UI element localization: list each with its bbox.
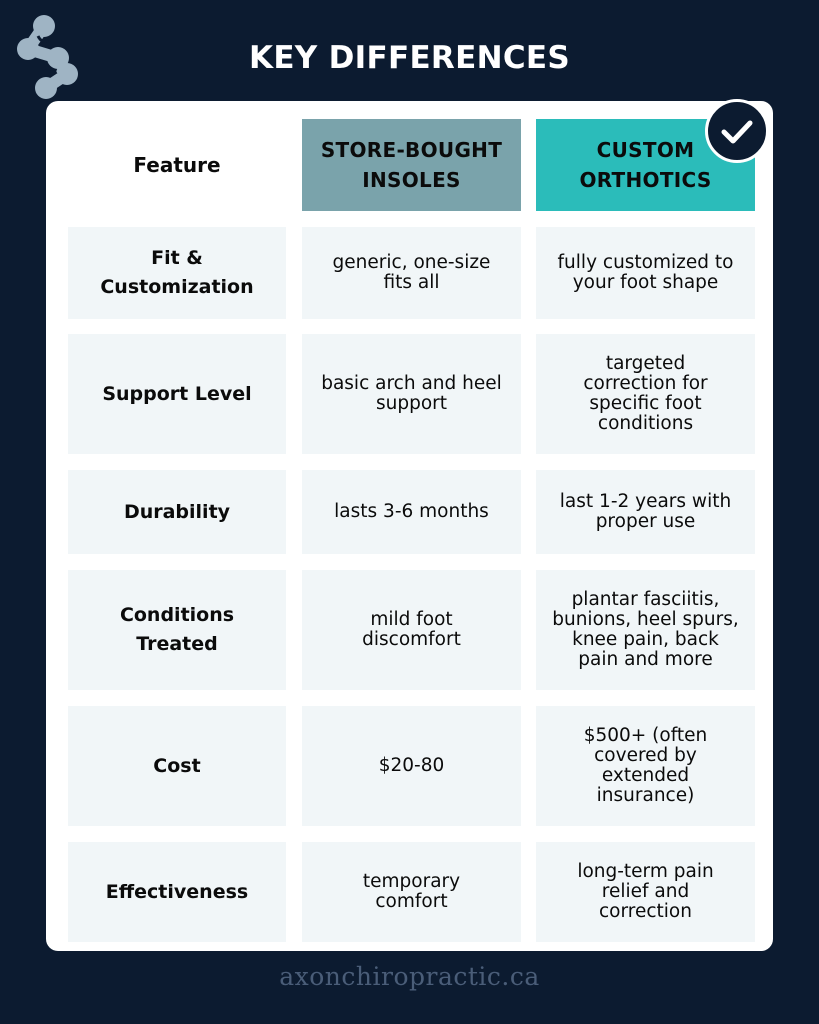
value-line: plantar fasciitis, bbox=[571, 589, 720, 610]
feature-conditions bbox=[68, 570, 286, 690]
value-line: mild foot bbox=[370, 609, 453, 630]
value-line: generic, one-size bbox=[332, 252, 491, 273]
value-line: knee pain, back bbox=[572, 629, 719, 650]
value-line: discomfort bbox=[362, 629, 461, 650]
value-line: long-term pain bbox=[577, 861, 714, 882]
value-line: $500+ (often bbox=[583, 725, 708, 746]
value-line: pain and more bbox=[578, 649, 713, 670]
value-line: last 1-2 years with bbox=[559, 491, 732, 512]
store-fit bbox=[302, 227, 521, 319]
custom-effectiveness bbox=[536, 842, 755, 942]
custom-support bbox=[536, 334, 755, 454]
feature-line: Customization bbox=[100, 276, 254, 298]
value-line: comfort bbox=[375, 891, 448, 912]
feature-line: Support Level bbox=[102, 382, 252, 405]
custom-durability bbox=[536, 470, 755, 554]
value-line: correction bbox=[599, 901, 692, 922]
comparison-table bbox=[46, 101, 773, 951]
value-line: fits all bbox=[383, 272, 440, 293]
value-line: fully customized to bbox=[557, 252, 734, 273]
value-line: covered by bbox=[594, 745, 697, 766]
feature-cost bbox=[68, 706, 286, 826]
custom-fit bbox=[536, 227, 755, 319]
value-line: relief and bbox=[601, 881, 690, 902]
header-store-line: INSOLES bbox=[362, 168, 461, 192]
store-support bbox=[302, 334, 521, 454]
value-line: proper use bbox=[595, 511, 696, 532]
page-title: KEY DIFFERENCES bbox=[249, 40, 570, 76]
custom-conditions bbox=[536, 570, 755, 690]
value-line: targeted bbox=[605, 353, 686, 374]
value-line: support bbox=[375, 393, 448, 414]
feature-line: Cost bbox=[153, 754, 201, 777]
header-custom-line: ORTHOTICS bbox=[579, 168, 712, 192]
feature-durability bbox=[68, 470, 286, 554]
value-line: your foot shape bbox=[572, 272, 719, 293]
value-line: extended bbox=[601, 765, 690, 786]
feature-line: Durability bbox=[123, 500, 231, 523]
value-line: conditions bbox=[597, 413, 694, 434]
value-line: $20-80 bbox=[378, 755, 445, 776]
custom-cost bbox=[536, 706, 755, 826]
value-line: basic arch and heel bbox=[321, 373, 502, 394]
store-effectiveness bbox=[302, 842, 521, 942]
feature-support bbox=[68, 334, 286, 454]
header-custom-line: CUSTOM bbox=[596, 138, 695, 162]
header-store-bought bbox=[302, 119, 521, 211]
value-line: lasts 3-6 months bbox=[334, 501, 489, 522]
store-conditions bbox=[302, 570, 521, 690]
website-footer: axonchiropractic.ca bbox=[279, 962, 540, 991]
value-line: specific foot bbox=[589, 393, 702, 414]
feature-line: Fit & bbox=[151, 247, 203, 269]
feature-fit bbox=[68, 227, 286, 319]
checkmark-badge bbox=[705, 99, 769, 163]
value-line: temporary bbox=[362, 871, 461, 892]
value-line: correction for bbox=[583, 373, 708, 394]
feature-line: Effectiveness bbox=[105, 880, 249, 903]
store-cost bbox=[302, 706, 521, 826]
feature-line: Treated bbox=[136, 633, 218, 655]
header-store-line: STORE-BOUGHT bbox=[320, 138, 503, 162]
checkmark-icon bbox=[708, 102, 766, 160]
feature-effectiveness bbox=[68, 842, 286, 942]
feature-line: Conditions bbox=[119, 604, 235, 626]
store-durability bbox=[302, 470, 521, 554]
value-line: bunions, heel spurs, bbox=[552, 609, 739, 630]
header-feature: Feature bbox=[133, 153, 221, 177]
value-line: insurance) bbox=[596, 785, 695, 806]
